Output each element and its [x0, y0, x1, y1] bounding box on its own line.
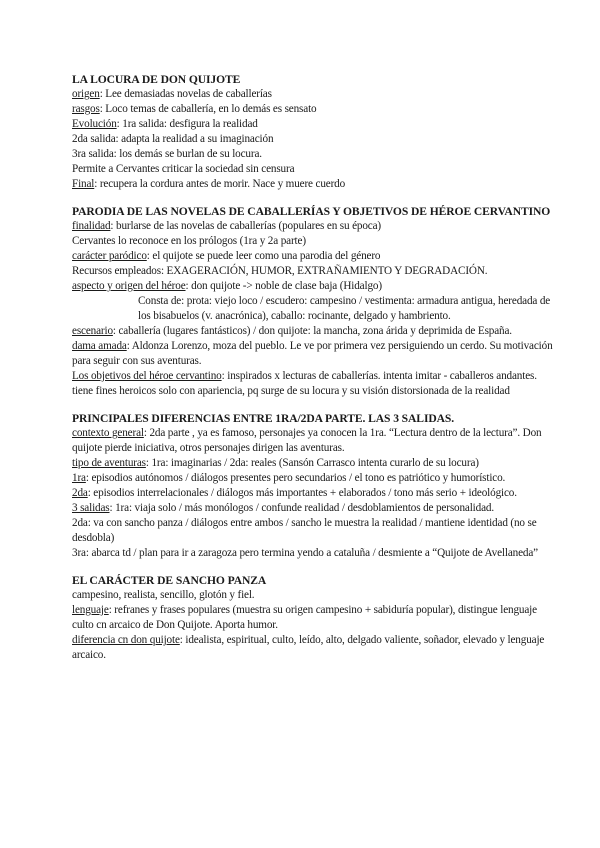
body-line [72, 588, 560, 603]
line-text: : episodios interrelacionales / diálogos más importantes + elaborados / tono más serio + ideológico. [87, 487, 517, 499]
line-text: : caballería (lugares fantásticos) / don quijote: la mancha, zona árida y deprimida de España. [112, 325, 512, 337]
section-heading: PRINCIPALES DIFERENCIAS ENTRE 1RA/2DA PARTE. LAS 3 SALIDAS. [72, 412, 455, 425]
line-text: 2da: va con sancho panza / diálogos entre ambos / sancho le muestra la realidad / mantiene identidad (no se desdobla) [72, 517, 537, 544]
line-text: : refranes y frases populares (muestra su origen campesino + sabiduría popular), distingue lenguaje culto cn arcaico de Don Quijote. Aporta humor. [72, 604, 537, 631]
line-text: : don quijote -> noble de clase baja (Hidalgo) [185, 280, 382, 292]
section-heading: LA LOCURA DE DON QUIJOTE [72, 73, 241, 86]
body-line [72, 471, 560, 486]
line-text: 3ra: abarca td / plan para ir a zaragoza pero termina yendo a cataluña / desmiente a “Quijote de Avellaneda” [72, 547, 538, 559]
body-line [72, 501, 560, 516]
body-line [72, 456, 560, 471]
underlined-keyword: origen [72, 88, 100, 100]
section-heading: EL CARÁCTER DE SANCHO PANZA [72, 574, 267, 587]
underlined-keyword: carácter paródico [72, 250, 147, 262]
body-line [72, 546, 560, 561]
underlined-keyword: 2da [72, 487, 88, 499]
line-text: : el quijote se puede leer como una parodia del género [146, 250, 381, 262]
line-text: : Lee demasiadas novelas de caballerías [99, 88, 272, 100]
line-text: : inspirados x lecturas de caballerías. intenta imitar - caballeros andantes. tiene fines heroicos solo con apariencia, pq surge de su locura y su visión distorsionada de la realidad [72, 370, 537, 397]
body-line [72, 249, 560, 264]
underlined-keyword: Evolución [72, 118, 117, 130]
line-text: : Loco temas de caballería, en lo demás es sensato [99, 103, 317, 115]
body-line [72, 132, 560, 147]
line-text: : recupera la cordura antes de morir. Nace y muere cuerdo [94, 178, 346, 190]
body-line [72, 102, 560, 117]
body-line [72, 339, 560, 369]
body-line [72, 147, 560, 162]
body-line [72, 516, 560, 546]
line-text: : 1ra: viaja solo / más monólogos / confunde realidad / desdoblamientos de personalidad. [109, 502, 494, 514]
underlined-keyword: rasgos [72, 103, 100, 115]
section [72, 72, 560, 192]
line-text: Permite a Cervantes criticar la sociedad sin censura [72, 163, 295, 175]
underlined-keyword: dama amada [72, 340, 127, 352]
line-text: campesino, realista, sencillo, glotón y fiel. [72, 589, 255, 601]
line-text: 2da salida: adapta la realidad a su imaginación [72, 133, 274, 145]
body-line [72, 219, 560, 234]
body-line [72, 264, 560, 279]
line-text: : Aldonza Lorenzo, moza del pueblo. Le ve por primera vez persiguiendo un cerdo. Su motivación para seguir con sus aventuras. [72, 340, 553, 367]
body-line [72, 369, 560, 399]
body-line [72, 87, 560, 102]
body-line [72, 294, 560, 324]
line-text: : idealista, espiritual, culto, leído, alto, delgado valiente, soñador, elevado y lenguaje arcaico. [72, 634, 545, 661]
body-line [72, 486, 560, 501]
section [72, 204, 560, 399]
underlined-keyword: 1ra [72, 472, 86, 484]
section [72, 411, 560, 561]
line-text: : burlarse de las novelas de caballerías (populares en su época) [110, 220, 382, 232]
line-text: Consta de: prota: viejo loco / escudero: campesino / vestimenta: armadura antigua, heredada de los bisabuelos (v. anacrónica), caballo: rocinante, delgado y hambriento. [138, 295, 551, 322]
underlined-keyword: tipo de aventuras [72, 457, 146, 469]
line-text: 3ra salida: los demás se burlan de su locura. [72, 148, 262, 160]
line-text: : 1ra salida: desfigura la realidad [116, 118, 258, 130]
underlined-keyword: Los objetivos del héroe cervantino [72, 370, 222, 382]
underlined-keyword: 3 salidas [72, 502, 110, 514]
body-line [72, 279, 560, 294]
body-line [72, 426, 560, 456]
underlined-keyword: escenario [72, 325, 113, 337]
line-text: Cervantes lo reconoce en los prólogos (1ra y 2a parte) [72, 235, 306, 247]
body-line [72, 117, 560, 132]
underlined-keyword: diferencia cn don quijote [72, 634, 180, 646]
underlined-keyword: contexto general [72, 427, 144, 439]
underlined-keyword: aspecto y origen del héroe [72, 280, 186, 292]
body-line [72, 633, 560, 663]
line-text: : 2da parte , ya es famoso, personajes ya conocen la 1ra. “Lectura dentro de la lectura”. Don quijote pierde iniciativa, otros personajes dirigen las aventuras. [72, 427, 542, 454]
section [72, 573, 560, 663]
body-line [72, 603, 560, 633]
body-line [72, 234, 560, 249]
body-line [72, 162, 560, 177]
body-line [72, 324, 560, 339]
section-heading: PARODIA DE LAS NOVELAS DE CABALLERÍAS Y OBJETIVOS DE HÉROE CERVANTINO [72, 205, 551, 218]
underlined-keyword: lenguaje [72, 604, 109, 616]
underlined-keyword: Final [72, 178, 95, 190]
line-text: : 1ra: imaginarias / 2da: reales (Sansón Carrasco intenta curarlo de su locura) [145, 457, 479, 469]
underlined-keyword: finalidad [72, 220, 111, 232]
line-text: : episodios autónomos / diálogos presentes pero secundarios / el tono es patriótico y humorístico. [85, 472, 506, 484]
body-line [72, 177, 560, 192]
line-text: Recursos empleados: EXAGERACIÓN, HUMOR, EXTRAÑAMIENTO Y DEGRADACIÓN. [72, 265, 488, 277]
